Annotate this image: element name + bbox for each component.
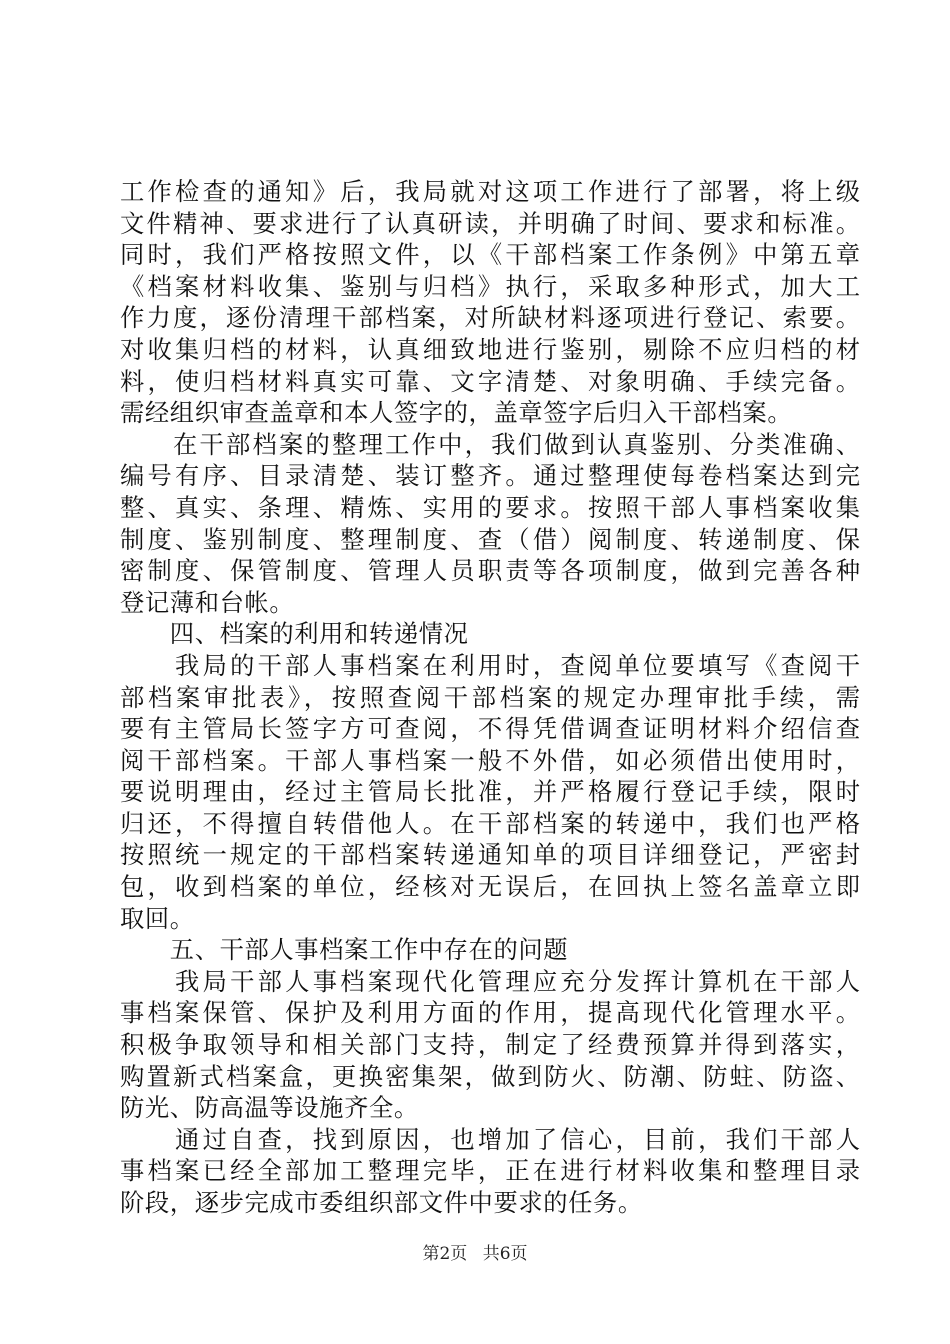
text-line: 文件精神、要求进行了认真研读，并明确了时间、要求和标准。: [120, 208, 860, 238]
text-line: 部档案审批表》，按照查阅干部档案的规定办理审批手续，需: [120, 682, 860, 712]
text-line: 取回。: [120, 903, 195, 933]
text-line: 要说明理由，经过主管局长批准，并严格履行登记手续，限时: [120, 777, 860, 807]
text-line: 要有主管局长签字方可查阅，不得凭借调查证明材料介绍信查: [120, 714, 860, 744]
text-line: 对收集归档的材料，认真细致地进行鉴别，剔除不应归档的材: [120, 334, 860, 364]
text-line: 购置新式档案盒，更换密集架，做到防火、防潮、防蛀、防盗、: [120, 1061, 860, 1091]
text-line: 编号有序、目录清楚、装订整齐。通过整理使每卷档案达到完: [120, 461, 860, 491]
text-line: 在干部档案的整理工作中，我们做到认真鉴别、分类准确、: [120, 429, 860, 459]
text-line: 四、档案的利用和转递情况: [120, 619, 469, 649]
text-line: 阅干部档案。干部人事档案一般不外借，如必须借出使用时，: [120, 745, 860, 775]
text-line: 归还，不得擅自转借他人。在干部档案的转递中，我们也严格: [120, 808, 860, 838]
text-line: 登记薄和台帐。: [120, 587, 295, 617]
text-line: 工作检查的通知》后，我局就对这项工作进行了部署，将上级: [120, 177, 860, 206]
page-total: 共6页: [482, 1244, 528, 1264]
text-line: 作力度，逐份清理干部档案，对所缺材料逐项进行登记、索要。: [120, 303, 860, 333]
text-line: 需经组织审查盖章和本人签字的，盖章签字后归入干部档案。: [120, 398, 793, 428]
text-line: 我局干部人事档案现代化管理应充分发挥计算机在干部人: [120, 966, 860, 996]
text-line: 料，使归档材料真实可靠、文字清楚、对象明确、手续完备。: [120, 366, 860, 396]
text-line: 《档案材料收集、鉴别与归档》执行，采取多种形式，加大工: [120, 271, 860, 301]
text-line: 五、干部人事档案工作中存在的问题: [120, 935, 569, 965]
text-line: 密制度、保管制度、管理人员职责等各项制度，做到完善各种: [120, 556, 860, 586]
text-line: 通过自查，找到原因，也增加了信心，目前，我们干部人: [120, 1124, 860, 1154]
text-line: 同时，我们严格按照文件，以《干部档案工作条例》中第五章: [120, 240, 860, 270]
text-line: 按照统一规定的干部档案转递通知单的项目详细登记，严密封: [120, 840, 860, 870]
text-line: 防光、防高温等设施齐全。: [120, 1093, 419, 1123]
text-line: 积极争取领导和相关部门支持，制定了经费预算并得到落实，: [120, 1030, 860, 1060]
text-line: 事档案保管、保护及利用方面的作用，提高现代化管理水平。: [120, 998, 860, 1028]
text-line: 包，收到档案的单位，经核对无误后，在回执上签名盖章立即: [120, 872, 860, 902]
page-footer: [0, 1243, 950, 1265]
document-body: [120, 176, 860, 1219]
text-line: 阶段，逐步完成市委组织部文件中要求的任务。: [120, 1188, 643, 1217]
page-number: 第2页: [422, 1244, 468, 1264]
text-line: 制度、鉴别制度、整理制度、查（借）阅制度、转递制度、保: [120, 524, 860, 554]
text-line: 事档案已经全部加工整理完毕，正在进行材料收集和整理目录: [120, 1156, 860, 1186]
text-line: 我局的干部人事档案在利用时，查阅单位要填写《查阅干: [120, 650, 860, 680]
text-line: 整、真实、条理、精炼、实用的要求。按照干部人事档案收集: [120, 492, 860, 522]
